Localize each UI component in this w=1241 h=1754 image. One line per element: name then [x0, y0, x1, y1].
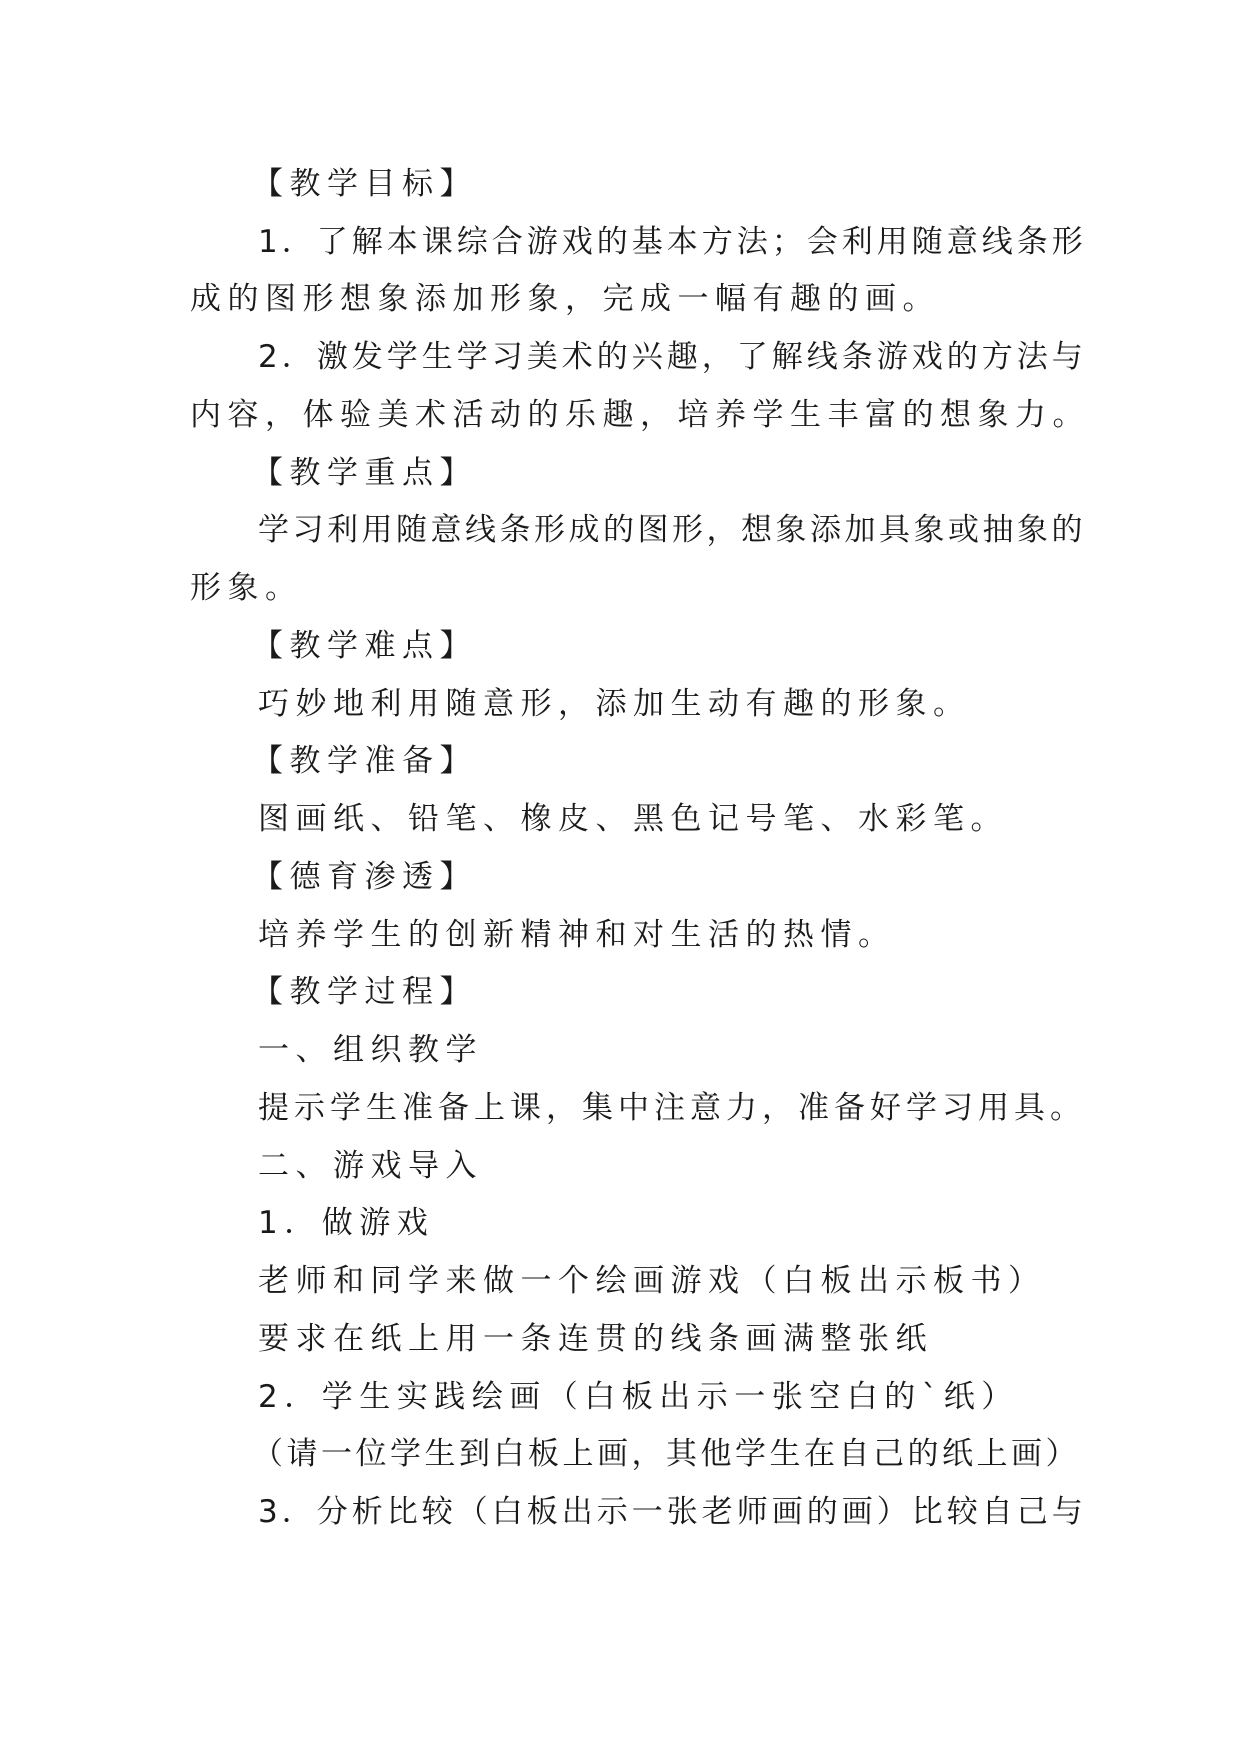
- paragraph-line: （请一位学生到白板上画，其他学生在自己的纸上画）: [252, 1436, 1080, 1472]
- section-heading-objectives: 【教学目标】: [252, 166, 477, 202]
- paragraph-line: 内容，体验美术活动的乐趣，培养学生丰富的想象力。: [190, 397, 1090, 433]
- section-heading-difficulties: 【教学难点】: [252, 628, 477, 664]
- subheading-line: 二、游戏导入: [258, 1148, 483, 1184]
- subheading-line: 一、组织教学: [258, 1032, 483, 1068]
- paragraph-line: 提示学生准备上课，集中注意力，准备好学习用具。: [258, 1090, 1086, 1126]
- paragraph-line: 2．学生实践绘画（白板出示一张空白的`纸）: [258, 1379, 1019, 1415]
- paragraph-line: 2．激发学生学习美术的兴趣，了解线条游戏的方法与: [258, 339, 1087, 375]
- section-heading-process: 【教学过程】: [252, 974, 477, 1010]
- paragraph-line: 老师和同学来做一个绘画游戏（白板出示板书）: [258, 1263, 1046, 1299]
- paragraph-line: 1．了解本课综合游戏的基本方法；会利用随意线条形: [258, 224, 1087, 260]
- paragraph-line: 3．分析比较（白板出示一张老师画的画）比较自己与: [258, 1494, 1087, 1530]
- paragraph-line: 学习利用随意线条形成的图形，想象添加具象或抽象的: [258, 512, 1086, 548]
- section-heading-moral-education: 【德育渗透】: [252, 859, 477, 895]
- paragraph-line: 培养学生的创新精神和对生活的热情。: [258, 917, 896, 953]
- paragraph-line: 成的图形想象添加形象，完成一幅有趣的画。: [190, 281, 940, 317]
- paragraph-line: 要求在纸上用一条连贯的线条画满整张纸: [258, 1321, 933, 1357]
- section-heading-key-points: 【教学重点】: [252, 455, 477, 491]
- section-heading-preparation: 【教学准备】: [252, 743, 477, 779]
- paragraph-line: 1．做游戏: [258, 1205, 435, 1241]
- paragraph-line: 图画纸、铅笔、橡皮、黑色记号笔、水彩笔。: [258, 801, 1008, 837]
- paragraph-line: 形象。: [190, 570, 303, 606]
- paragraph-line: 巧妙地利用随意形，添加生动有趣的形象。: [258, 686, 971, 722]
